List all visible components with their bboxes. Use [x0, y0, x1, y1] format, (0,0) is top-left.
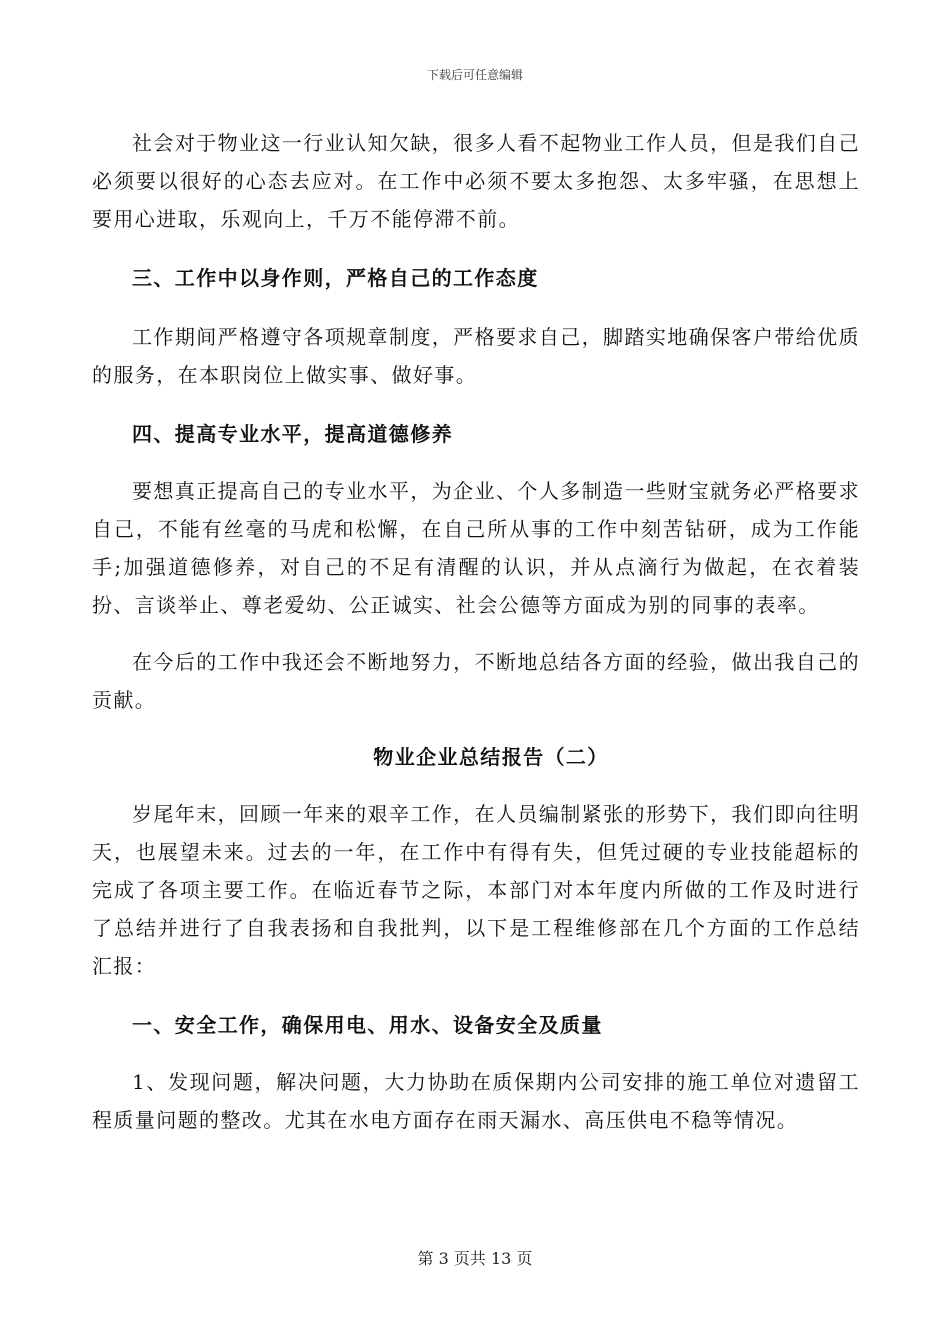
paragraph-professional: 要想真正提高自己的专业水平，为企业、个人多制造一些财宝就务必严格要求自己，不能有丝毫的马虎和松懈，在自己所从事的工作中刻苦钻研，成为工作能手;加强道德修养，对自己的不足有清醒的认识，并从点滴行为做起，在衣着装扮、言谈举止、尊老爱幼、公正诚实、社会公德等方面成为别的同事的表率。 [92, 479, 860, 617]
section-heading-1: 一、安全工作，确保用电、用水、设备安全及质量 [132, 1013, 603, 1037]
header-note: 下载后可任意编辑 [426, 68, 523, 82]
section-heading-4: 四、提高专业水平，提高道德修养 [132, 422, 453, 446]
paragraph-year-review: 岁尾年末，回顾一年来的艰辛工作，在人员编制紧张的形势下，我们即向往明天，也展望未来。过去的一年，在工作中有得有失，但凭过硬的专业技能超标的完成了各项主要工作。在临近春节之际，本部门对本年度内所做的工作及时进行了总结并进行了自我表扬和自我批判，以下是工程维修部在几个方面的工作总结汇报： [92, 802, 860, 978]
paragraph-safety-1: 1、发现问题，解决问题，大力协助在质保期内公司安排的施工单位对遗留工程质量问题的整改。尤其在水电方面存在雨天漏水、高压供电不稳等情况。 [92, 1070, 860, 1132]
report-title-2: 物业企业总结报告（二） [373, 745, 609, 769]
document-body [92, 124, 860, 1139]
section-heading-3: 三、工作中以身作则，严格自己的工作态度 [132, 266, 539, 290]
paragraph-rules: 工作期间严格遵守各项规章制度，严格要求自己，脚踏实地确保客户带给优质的服务，在本职岗位上做实事、做好事。 [92, 325, 860, 387]
page-number: 第 3 页共 13 页 [417, 1249, 533, 1268]
paragraph-attitude: 社会对于物业这一行业认知欠缺，很多人看不起物业工作人员，但是我们自己必须要以很好的心态去应对。在工作中必须不要太多抱怨、太多牢骚，在思想上要用心进取，乐观向上，千万不能停滞不前。 [92, 131, 860, 231]
paragraph-future: 在今后的工作中我还会不断地努力，不断地总结各方面的经验，做出我自己的贡献。 [92, 650, 860, 712]
